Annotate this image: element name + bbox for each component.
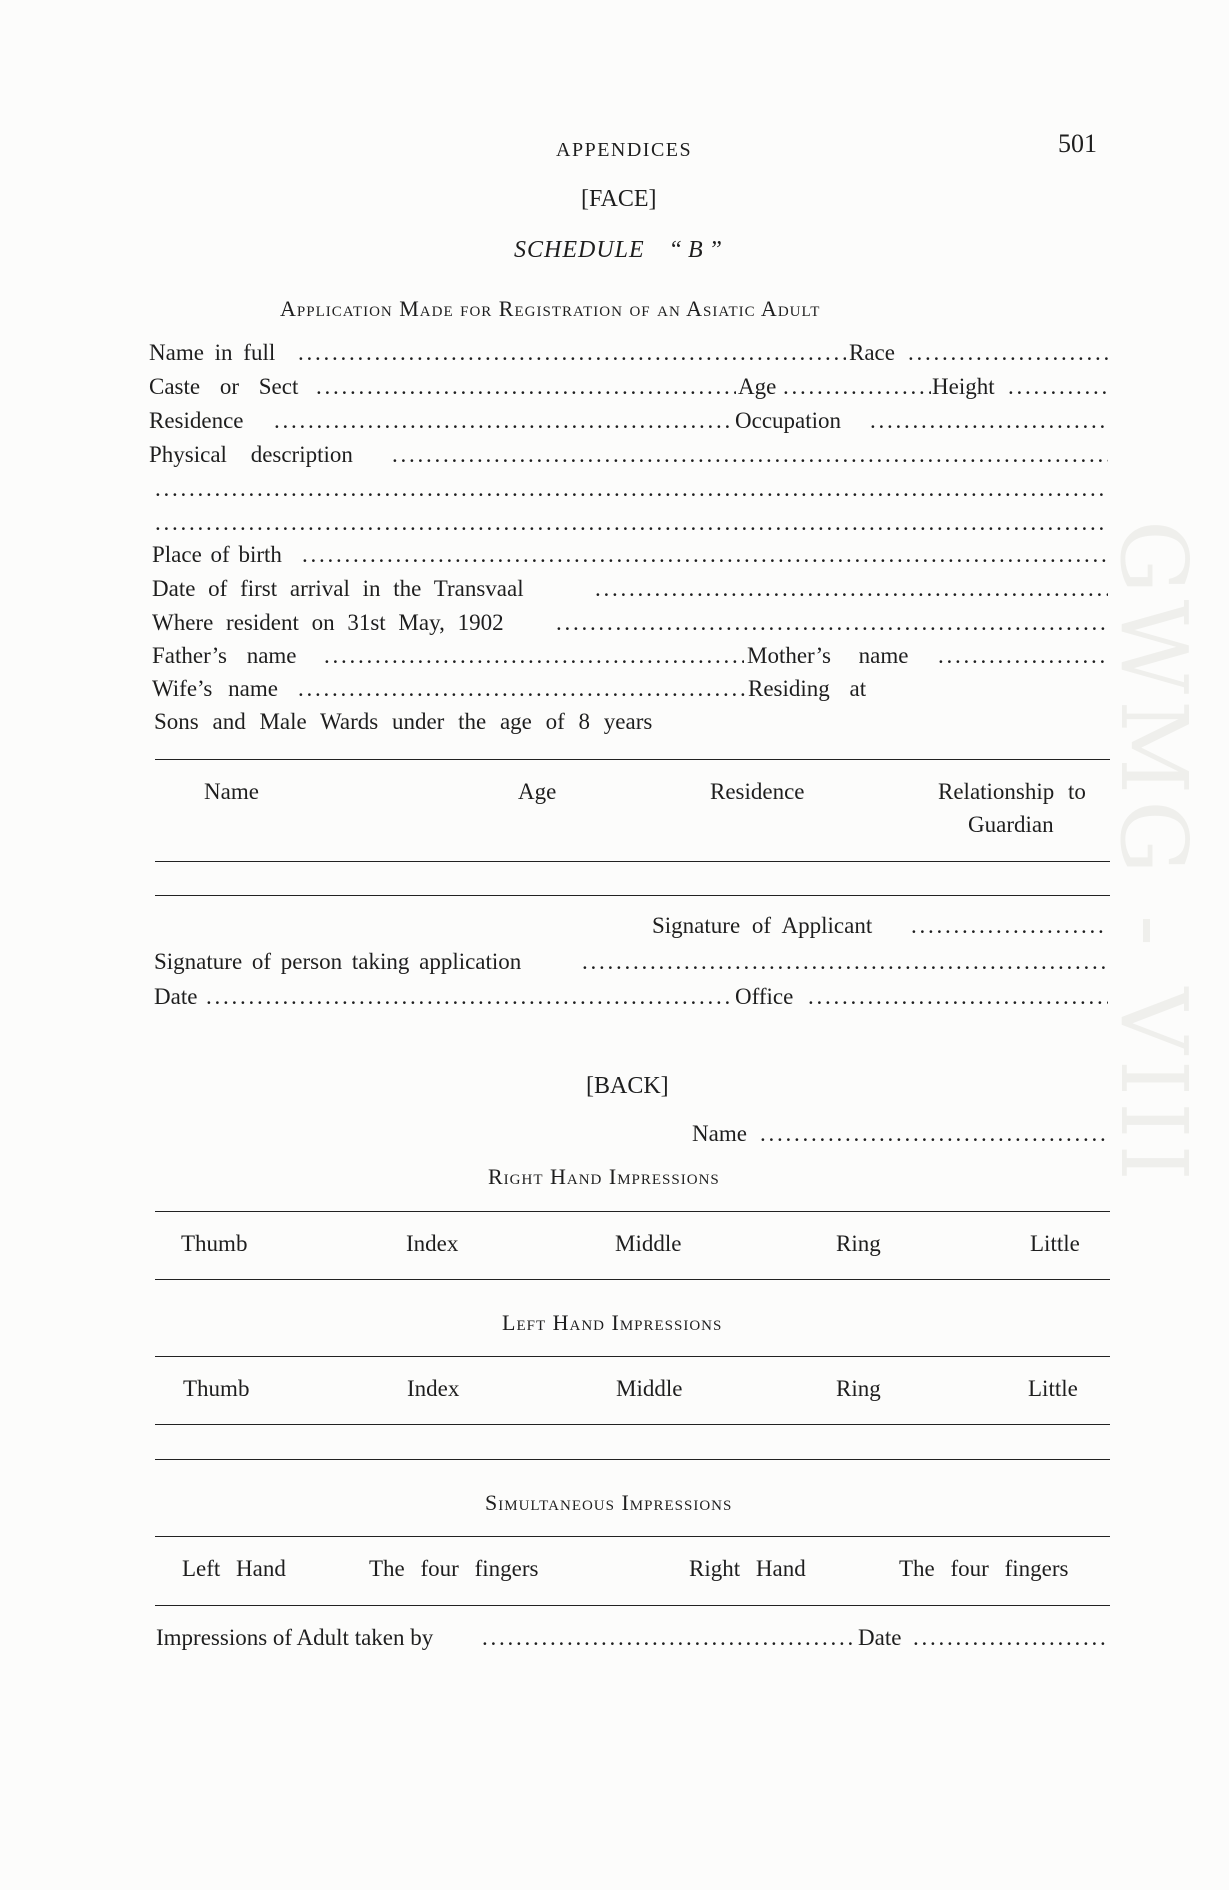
face-date-label: Date: [154, 984, 198, 1009]
simultaneous-left-four-fingers: The four fingers: [369, 1556, 539, 1581]
place-of-birth-label: Place of birth: [152, 542, 282, 567]
mothers-name-dots[interactable]: [938, 642, 1108, 670]
height-label: Height: [932, 374, 995, 399]
back-date-dots[interactable]: [913, 1624, 1108, 1652]
signature-applicant-label: Signature of Applicant: [652, 913, 873, 938]
where-resident-label: Where resident on 31st May, 1902: [152, 610, 504, 635]
schedule-word: SCHEDULE: [514, 237, 645, 263]
caste-dots[interactable]: [316, 373, 736, 401]
simultaneous-right-four-fingers: The four fingers: [899, 1556, 1069, 1581]
signature-taker-dots[interactable]: [582, 948, 1108, 976]
simultaneous-top-rule: [155, 1536, 1110, 1537]
left-hand-top-rule: [155, 1356, 1110, 1357]
height-dots[interactable]: [1008, 373, 1108, 401]
wards-table-header-rule: [155, 861, 1110, 862]
signature-applicant-dots[interactable]: [911, 912, 1108, 940]
right-thumb: Thumb: [181, 1231, 248, 1256]
wards-header-age: Age: [518, 779, 557, 804]
occupation-dots[interactable]: [870, 407, 1108, 435]
residence-dots[interactable]: [274, 407, 734, 435]
simultaneous-right-hand: Right Hand: [689, 1556, 806, 1581]
fathers-name-dots[interactable]: [324, 642, 744, 670]
right-little: Little: [1030, 1231, 1080, 1256]
wards-table-top-rule: [155, 759, 1110, 760]
where-resident-dots[interactable]: [556, 609, 1108, 637]
right-ring: Ring: [836, 1231, 881, 1256]
name-in-full-dots[interactable]: [298, 339, 846, 367]
face-date-dots[interactable]: [206, 983, 734, 1011]
physical-description-dots[interactable]: [392, 441, 1108, 469]
right-hand-bottom-rule: [155, 1279, 1110, 1280]
impressions-taken-by-dots[interactable]: [482, 1624, 856, 1652]
wifes-name-dots[interactable]: [298, 675, 746, 703]
back-name-dots[interactable]: [760, 1120, 1108, 1148]
place-of-birth-dots[interactable]: [302, 541, 1108, 569]
face-label: [FACE]: [581, 186, 657, 212]
back-date-label: Date: [858, 1625, 902, 1650]
schedule-letter: “ B ”: [668, 237, 723, 263]
sons-wards-label: Sons and Male Wards under the age of 8 years: [154, 709, 653, 734]
page-number: 501: [1058, 129, 1097, 158]
right-hand-top-rule: [155, 1211, 1110, 1212]
race-dots[interactable]: [908, 339, 1108, 367]
wards-header-guardian: Guardian: [968, 812, 1054, 837]
simultaneous-heading: Simultaneous Impressions: [485, 1490, 733, 1515]
fathers-name-label: Father’s name: [152, 643, 297, 668]
left-hand-heading: Left Hand Impressions: [502, 1310, 723, 1335]
date-first-arrival-label: Date of first arrival in the Transvaal: [152, 576, 524, 601]
wards-header-residence: Residence: [710, 779, 805, 804]
back-name-label: Name: [692, 1121, 747, 1146]
residing-at-label: Residing at: [748, 676, 867, 701]
office-dots[interactable]: [808, 983, 1108, 1011]
age-dots[interactable]: [783, 373, 931, 401]
office-label: Office: [735, 984, 794, 1009]
physical-description-line-3[interactable]: [155, 509, 1108, 537]
right-middle: Middle: [615, 1231, 682, 1256]
age-label: Age: [738, 374, 777, 399]
impressions-taken-by-label: Impressions of Adult taken by: [156, 1625, 434, 1650]
right-hand-heading: Right Hand Impressions: [488, 1164, 720, 1189]
back-label: [BACK]: [586, 1073, 669, 1099]
simultaneous-bottom-rule: [155, 1605, 1110, 1606]
left-little: Little: [1028, 1376, 1078, 1401]
left-thumb: Thumb: [183, 1376, 250, 1401]
wifes-name-label: Wife’s name: [152, 676, 278, 701]
date-first-arrival-dots[interactable]: [595, 575, 1108, 603]
left-hand-mid-rule: [155, 1424, 1110, 1425]
left-ring: Ring: [836, 1376, 881, 1401]
watermark: GWMG - VIII: [1100, 520, 1207, 1187]
physical-description-label: Physical description: [149, 442, 353, 467]
form-heading: Application Made for Registration of an Asiatic Adult: [280, 296, 821, 321]
running-title: APPENDICES: [556, 139, 693, 161]
wards-header-name: Name: [204, 779, 259, 804]
residence-label: Residence: [149, 408, 244, 433]
signature-taker-label: Signature of person taking application: [154, 949, 522, 974]
simultaneous-left-hand: Left Hand: [182, 1556, 286, 1581]
wards-header-relationship: Relationship to: [938, 779, 1086, 804]
schedule-title: [514, 236, 722, 264]
caste-label: Caste or Sect: [149, 374, 299, 399]
wards-table-bottom-rule: [155, 895, 1110, 896]
left-middle: Middle: [616, 1376, 683, 1401]
left-hand-bottom-rule: [155, 1459, 1110, 1460]
physical-description-line-2[interactable]: [155, 475, 1108, 503]
race-label: Race: [849, 340, 895, 365]
name-in-full-label: Name in full: [149, 340, 276, 365]
right-index: Index: [406, 1231, 459, 1256]
mothers-name-label: Mother’s name: [747, 643, 909, 668]
occupation-label: Occupation: [735, 408, 842, 433]
left-index: Index: [407, 1376, 460, 1401]
